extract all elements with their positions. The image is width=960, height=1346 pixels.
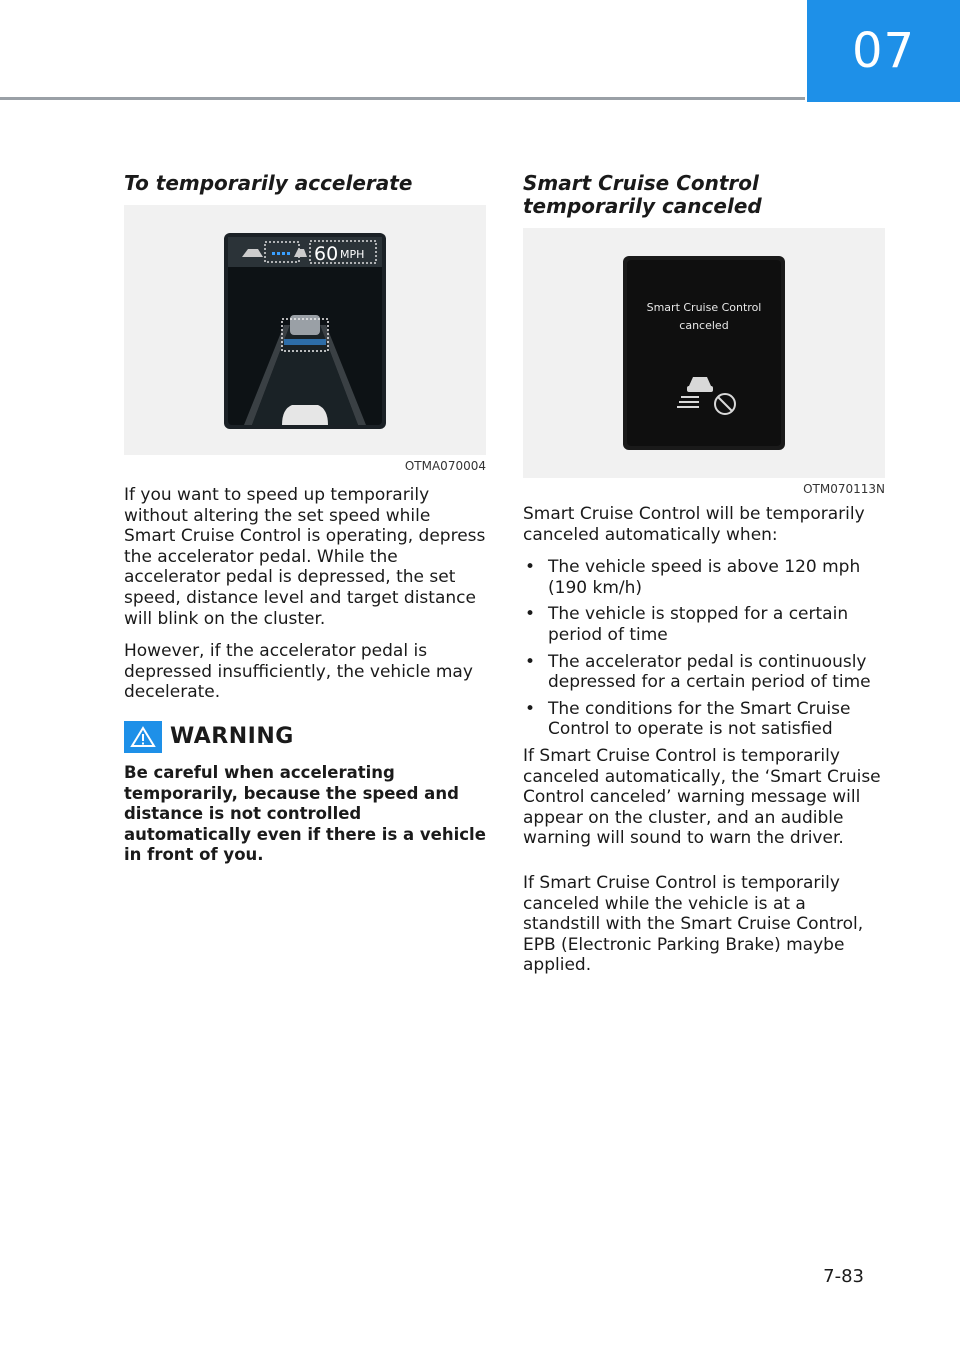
cluster-speed-unit: MPH	[340, 248, 365, 261]
header-rule	[0, 97, 805, 100]
accelerate-paragraph-2: However, if the accelerator pedal is depressed insufficiently, the vehicle may decelerate.	[124, 641, 473, 703]
screen-message-line2: canceled	[679, 319, 729, 332]
section-title-accelerate: To temporarily accelerate	[124, 171, 413, 195]
warning-triangle-icon	[124, 721, 162, 753]
canceled-paragraph-2: If Smart Cruise Control is temporarily canceled automatically, the ‘Smart Cruise Control canceled’ warning message will appear on the cluster, and an audible warning will sound to warn the driver.	[523, 745, 881, 849]
section-title-canceled: Smart Cruise Control temporarily canceled	[523, 171, 762, 218]
canceled-display-illustration	[523, 228, 885, 478]
warning-body: Be careful when accelerating temporarily, because the speed and distance is not controlled automatically even if there is a vehicle in front of you.	[124, 762, 486, 865]
chapter-tab: 07	[807, 0, 960, 102]
canceled-conditions-list	[523, 557, 885, 740]
list-item: • The vehicle speed is above 120 mph (190 km/h)	[523, 557, 885, 598]
warning-label: WARNING	[170, 724, 294, 750]
cluster-figure-canceled	[523, 228, 885, 478]
list-item: • The accelerator pedal is continuously depressed for a certain period of time	[523, 652, 885, 693]
cluster-figure-accelerate	[124, 205, 486, 455]
canceled-paragraph-3: If Smart Cruise Control is temporarily canceled while the vehicle is at a standstill with the Smart Cruise Control, EPB (Electronic Parking Brake) maybe applied.	[523, 872, 864, 976]
canceled-intro: Smart Cruise Control will be temporarily canceled automatically when:	[523, 504, 865, 545]
figure-code-accelerate: OTMA070004	[404, 459, 486, 473]
right-column	[523, 172, 885, 988]
left-column	[124, 172, 486, 866]
cluster-speed-value: 60	[314, 243, 339, 265]
page-number: 7-83	[823, 1266, 864, 1287]
figure-code-canceled: OTM070113N	[803, 482, 885, 496]
accelerate-paragraph-1: If you want to speed up temporarily without altering the set speed while Smart Cruise Control is operating, depress the accelerator pedal. While the accelerator pedal is depressed, the set speed, distance level and target distance will blink on the cluster.	[124, 485, 486, 629]
warning-heading	[124, 721, 486, 753]
cluster-display-illustration	[124, 205, 486, 455]
list-item: • The vehicle is stopped for a certain period of time	[523, 604, 885, 645]
screen-message-line1: Smart Cruise Control	[646, 301, 762, 314]
list-item: • The conditions for the Smart Cruise Control to operate is not satisfied	[523, 699, 885, 740]
